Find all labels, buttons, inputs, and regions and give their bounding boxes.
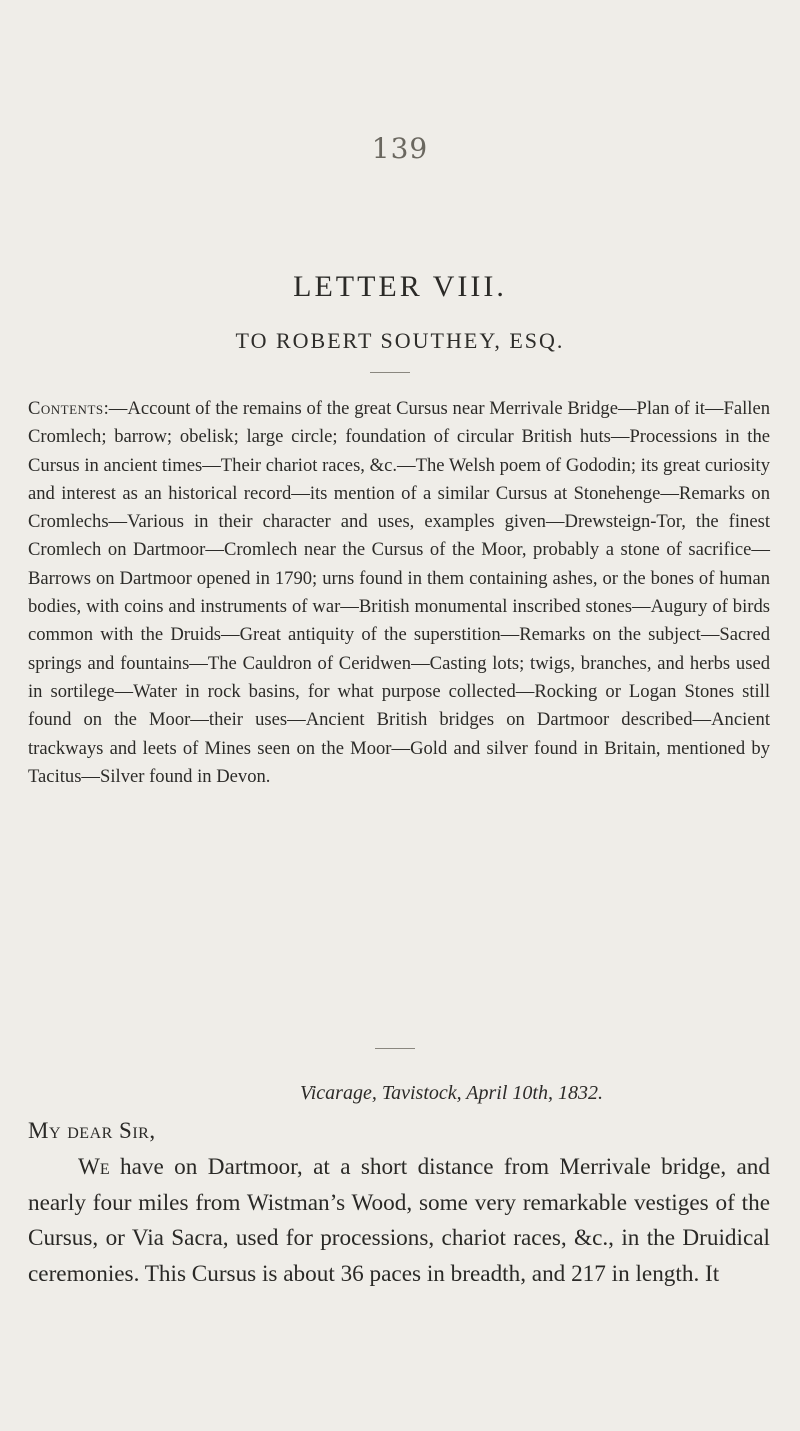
letter-dateline: Vicarage, Tavistock, April 10th, 1832. [300, 1082, 603, 1104]
body-text: have on Dartmoor, at a short distance from Merrivale bridge, and nearly four miles from Wistman’s Wood, some very remarkable vestiges of the Cursus, or Via Sacra, used for processions, chariot races, &c., in the Druidical ceremonies. This Cursus is about 36 paces in breadth, and 217 in length. It [28, 1154, 770, 1287]
section-divider [375, 1048, 415, 1049]
letter-body [28, 1150, 770, 1292]
contents-lead: Contents [28, 398, 104, 419]
title-divider [370, 372, 410, 373]
page-number: 139 [371, 132, 429, 165]
contents-summary [28, 395, 770, 791]
addressee-heading: TO ROBERT SOUTHEY, ESQ. [235, 328, 565, 353]
letter-title: LETTER VIII. [293, 270, 507, 303]
body-lead: We [78, 1154, 110, 1180]
letter-salutation: My dear Sir, [28, 1118, 156, 1143]
contents-text: :—Account of the remains of the great Cursus near Merrivale Bridge—Plan of it—Fallen Cromlech; barrow; obelisk; large circle; foundation of circular British huts—Processions in the Cursus in ancient times—Their chariot races, &c.—The Welsh poem of Gododin; its great curiosity and interest as an historical record—its mention of a similar Cursus at Stonehenge—Remarks on Cromlechs—Various in their character and uses, examples given—Drewsteign-Tor, the finest Cromlech on Dartmoor—Cromlech near the Cursus of the Moor, probably a stone of sacrifice—Barrows on Dartmoor opened in 1790; urns found in them containing ashes, or the bones of human bodies, with coins and instruments of war—British monumental inscribed stones—Augury of birds common with the Druids—Great antiquity of the superstition—Remarks on the subject—Sacred springs and fountains—The Cauldron of Ceridwen—Casting lots; twigs, branches, and herbs used in sortilege—Water in rock basins, for what purpose collected—Rocking or Logan Stones still found on the Moor—their uses—Ancient British bridges on Dartmoor described—Ancient trackways and leets of Mines seen on the Moor—Gold and silver found in Britain, mentioned by Tacitus—Silver found in Devon. [28, 398, 770, 787]
